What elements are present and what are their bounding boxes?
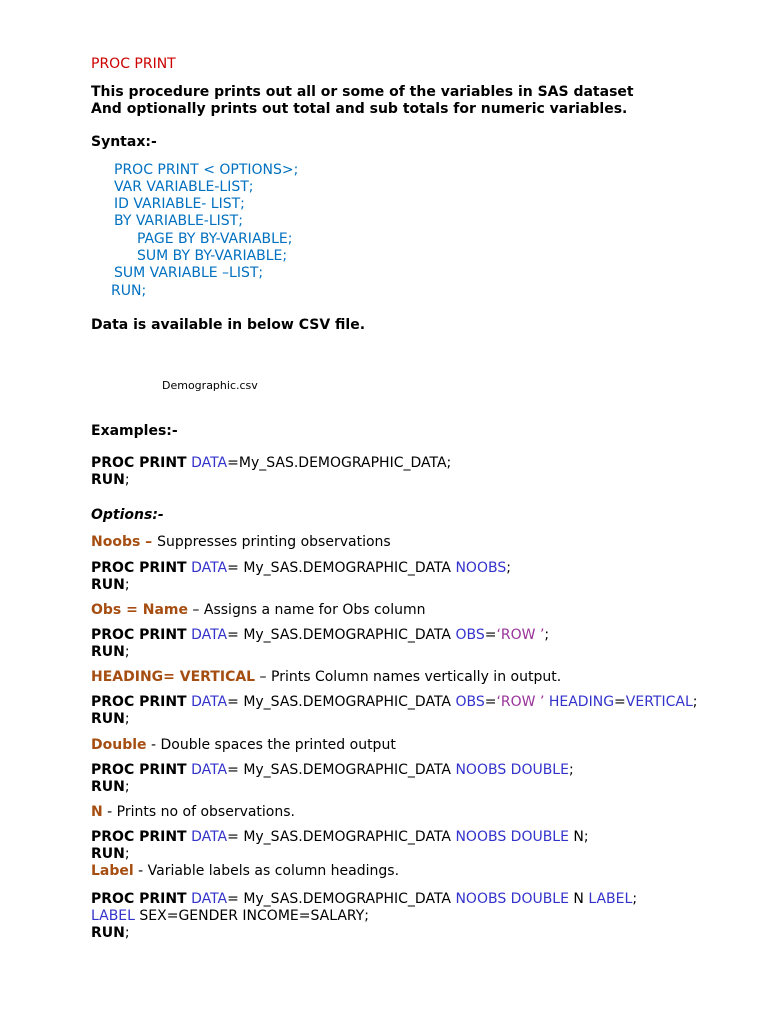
code-line: PROC PRINT DATA= My_SAS.DEMOGRAPHIC_DATA NOOBS; <box>91 560 511 576</box>
data-note: Data is available in below CSV file. <box>91 317 366 333</box>
options-heading: Options:- <box>91 507 164 523</box>
code-line: PROC PRINT DATA= My_SAS.DEMOGRAPHIC_DATA OBS=‘ROW ’ HEADING=VERTICAL; <box>91 694 698 710</box>
code-line: LABEL SEX=GENDER INCOME=SALARY; <box>91 908 370 924</box>
code-line: PROC PRINT DATA= My_SAS.DEMOGRAPHIC_DATA NOOBS DOUBLE N; <box>91 829 589 845</box>
code-line: PROC PRINT DATA=My_SAS.DEMOGRAPHIC_DATA; <box>91 455 452 471</box>
intro-line-2: And optionally prints out total and sub totals for numeric variables. <box>91 101 628 117</box>
code-line: PROC PRINT DATA= My_SAS.DEMOGRAPHIC_DATA OBS=‘ROW ’; <box>91 627 550 643</box>
syntax-line: SUM BY BY-VARIABLE; <box>137 248 288 264</box>
option-noobs: Noobs – Suppresses printing observations <box>91 534 391 550</box>
code-line: RUN; <box>91 577 130 593</box>
syntax-line: PROC PRINT < OPTIONS>; <box>114 162 299 178</box>
page-title: PROC PRINT <box>91 56 176 72</box>
option-heading: HEADING= VERTICAL – Prints Column names vertically in output. <box>91 669 562 685</box>
examples-heading: Examples:- <box>91 423 178 439</box>
option-label: Label - Variable labels as column headings. <box>91 863 400 879</box>
code-line: PROC PRINT DATA= My_SAS.DEMOGRAPHIC_DATA NOOBS DOUBLE; <box>91 762 574 778</box>
code-line: RUN; <box>91 846 130 862</box>
syntax-line: BY VARIABLE-LIST; <box>114 213 243 229</box>
code-line: RUN; <box>91 711 130 727</box>
syntax-line: VAR VARIABLE-LIST; <box>114 179 254 195</box>
intro-line-1: This procedure prints out all or some of the variables in SAS dataset <box>91 84 634 100</box>
code-line: RUN; <box>91 779 130 795</box>
code-line: RUN; <box>91 644 130 660</box>
option-n: N - Prints no of observations. <box>91 804 295 820</box>
attachment-link[interactable]: Demographic.csv <box>162 379 258 392</box>
code-line: RUN; <box>91 472 130 488</box>
syntax-line: RUN; <box>111 283 147 299</box>
syntax-line: ID VARIABLE- LIST; <box>114 196 245 212</box>
option-obs: Obs = Name – Assigns a name for Obs column <box>91 602 426 618</box>
syntax-line: SUM VARIABLE –LIST; <box>114 265 264 281</box>
code-line: PROC PRINT DATA= My_SAS.DEMOGRAPHIC_DATA NOOBS DOUBLE N LABEL; <box>91 891 638 907</box>
option-double: Double - Double spaces the printed output <box>91 737 396 753</box>
syntax-line: PAGE BY BY-VARIABLE; <box>137 231 293 247</box>
syntax-heading: Syntax:- <box>91 134 157 150</box>
code-line: RUN; <box>91 925 130 941</box>
